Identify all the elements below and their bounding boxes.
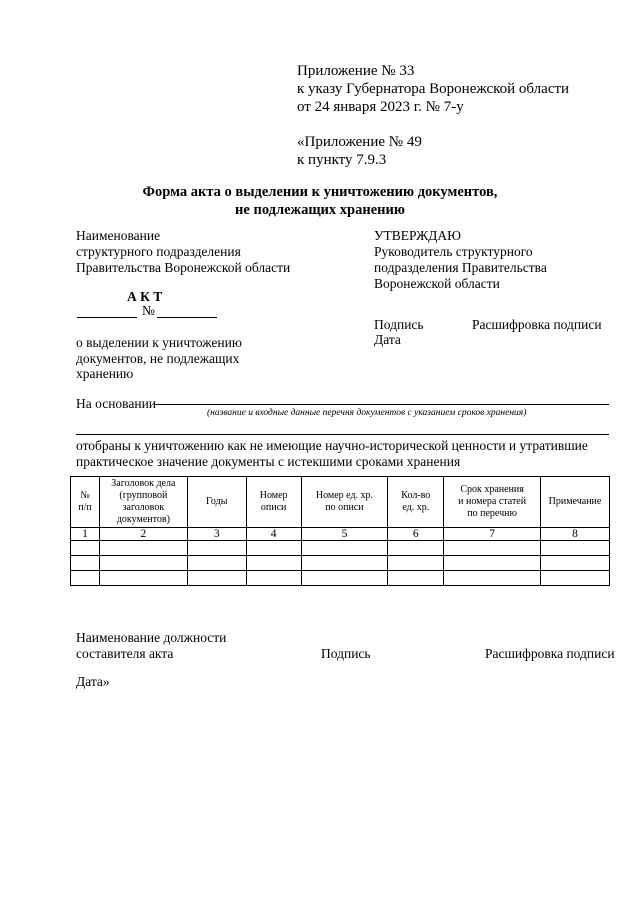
appendix-number: Приложение № 33 <box>297 63 415 79</box>
table-cell <box>99 541 187 556</box>
act-subject-line3: хранению <box>76 366 134 381</box>
table-row <box>71 541 610 556</box>
table-cell <box>301 541 388 556</box>
table-cell <box>388 571 444 586</box>
act-heading: А К Т <box>127 289 163 304</box>
table-cell <box>246 556 301 571</box>
act-number-sign: № <box>142 303 155 318</box>
approver-title-3: Воронежской области <box>374 276 500 291</box>
table-cell <box>541 571 610 586</box>
table-cell <box>301 571 388 586</box>
table-cell <box>541 541 610 556</box>
table-cell: 2 <box>99 528 187 541</box>
table-cell <box>187 541 246 556</box>
appendix-decree: к указу Губернатора Воронежской области <box>297 81 570 97</box>
basis-continuation-line <box>76 434 609 435</box>
table-cell <box>99 556 187 571</box>
table-row <box>71 571 610 586</box>
table-cell <box>71 571 100 586</box>
table-cell: 3 <box>187 528 246 541</box>
table-header-row <box>71 477 610 528</box>
table-cell <box>444 541 541 556</box>
approve-decoding-label: Расшифровка подписи <box>472 317 602 332</box>
compiler-decoding-label: Расшифровка подписи <box>485 646 615 661</box>
header-item-number: Номер ед. хр. по описи <box>301 477 388 528</box>
table-cell: 6 <box>388 528 444 541</box>
appendix-date: от 24 января 2023 г. № 7-у <box>297 99 464 115</box>
act-subject-line1: о выделении к уничтожению <box>76 335 242 350</box>
header-item-count: Кол-во ед. хр. <box>388 477 444 528</box>
basis-text-line2: практическое значение документы с истекшими сроками хранения <box>76 454 461 469</box>
approver-title: Руководитель структурного <box>374 244 533 259</box>
table-cell: 5 <box>301 528 388 541</box>
table-cell <box>541 556 610 571</box>
compiler-date-label: Дата» <box>76 674 110 689</box>
documents-table <box>70 476 610 586</box>
table-cell: 7 <box>444 528 541 541</box>
table-cell <box>187 571 246 586</box>
appendix-paragraph: к пункту 7.9.3 <box>297 152 387 168</box>
table-cell: 1 <box>71 528 100 541</box>
act-date-line <box>77 317 137 318</box>
basis-hint: (название и входные данные перечня документов с указанием сроков хранения) <box>207 408 527 418</box>
table-cell <box>444 556 541 571</box>
header-case-title: Заголовок дела (групповой заголовок документов) <box>99 477 187 528</box>
header-retention: Срок хранения и номера статей по перечню <box>444 477 541 528</box>
header-inventory-number: Номер описи <box>246 477 301 528</box>
header-index: № п/п <box>71 477 100 528</box>
basis-text-line1: отобраны к уничтожению как не имеющие научно-исторической ценности и утратившие <box>76 438 588 453</box>
unit-name-label-3: Правительства Воронежской области <box>76 260 291 275</box>
table-cell <box>246 571 301 586</box>
compiler-signature-label: Подпись <box>321 646 371 661</box>
approve-signature-label: Подпись <box>374 317 424 332</box>
table-cell <box>246 541 301 556</box>
table-cell <box>99 571 187 586</box>
header-years: Годы <box>187 477 246 528</box>
table-number-row <box>71 528 610 541</box>
table-cell <box>187 556 246 571</box>
act-subject-line2: документов, не подлежащих <box>76 351 240 366</box>
unit-name-label: Наименование <box>76 228 161 243</box>
table-cell: 8 <box>541 528 610 541</box>
approve-date-label: Дата <box>374 332 401 347</box>
form-title-line1: Форма акта о выделении к уничтожению документов, <box>142 184 498 200</box>
table-cell <box>444 571 541 586</box>
table-cell <box>301 556 388 571</box>
basis-fill-line <box>155 404 609 405</box>
header-note: Примечание <box>541 477 610 528</box>
form-title-line2: не подлежащих хранению <box>235 202 405 218</box>
table-cell <box>71 541 100 556</box>
basis-label: На основании <box>76 396 157 411</box>
approver-title-2: подразделения Правительства <box>374 260 547 275</box>
table-cell: 4 <box>246 528 301 541</box>
appendix-reference: «Приложение № 49 <box>297 134 422 150</box>
unit-name-label-2: структурного подразделения <box>76 244 241 259</box>
table-cell <box>388 556 444 571</box>
table-cell <box>71 556 100 571</box>
act-number-line <box>157 317 217 318</box>
table-cell <box>388 541 444 556</box>
compiler-position-label: Наименование должности <box>76 630 227 645</box>
compiler-position-label-2: составителя акта <box>76 646 174 661</box>
table-row <box>71 556 610 571</box>
approve-heading: УТВЕРЖДАЮ <box>374 228 462 243</box>
